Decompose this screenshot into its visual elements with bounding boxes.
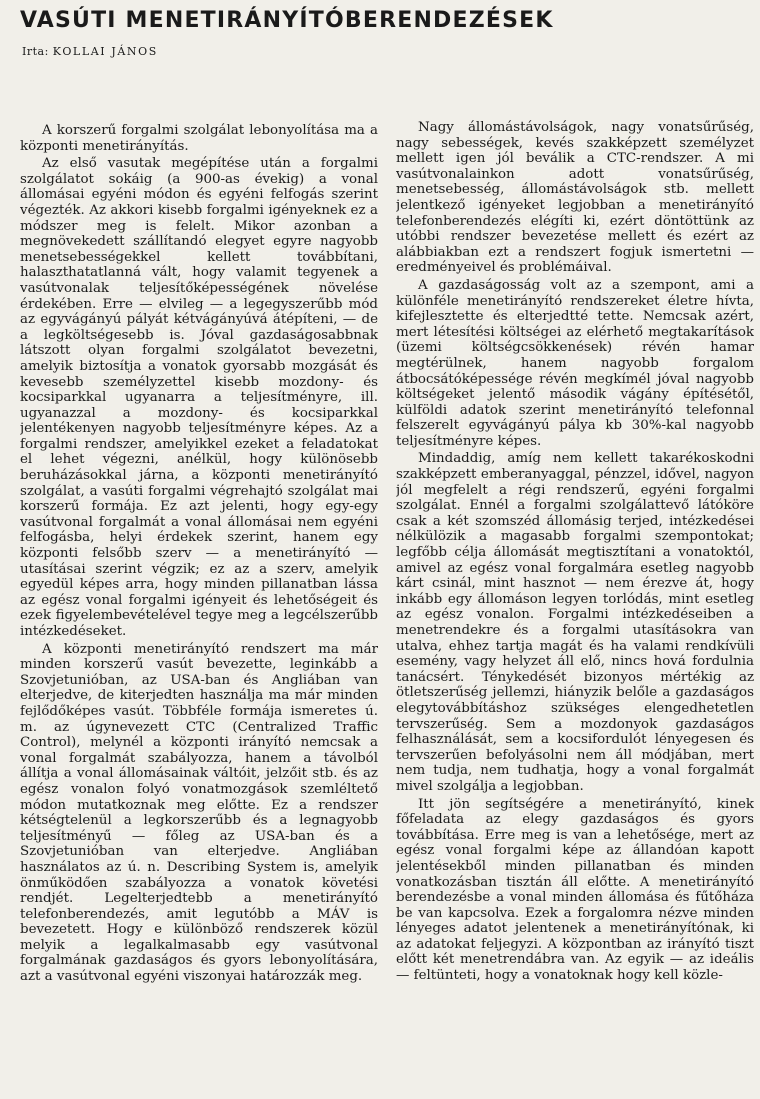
byline-prefix: Irta: [22,45,49,58]
paragraph: Nagy állomástávolságok, nagy vonatsűrűség, nagy sebességek, kevés szakképzett személyzet mellett igen jól beválik a CTC-rendszer. A mi vasútvonalainkon adott vonatsűrűség, menetsebesség, állomástávolságok stb. mellett jelentkező igényeket legjobban a menetirányító telefonberendezés elégíti ki, ezért döntöttünk az utóbbi rendszer bevezetése mellett és ezért az alábbiakban ezt a rendszert fogjuk ismertetni — eredményeivel és problémáival. [396,120,754,276]
paragraph: A központi menetirányító rendszert ma már minden korszerű vasút bevezette, leginkább a Szovjetunióban, az USA-ban és Angliában van elterjedve, de kiterjedten használja ma már minden fejlődőképes vasút. Többféle formája ismeretes ú. m. az úgynevezett CTC (Centralized Traffic Control), melynél a központi irányító nemcsak a vonal forgalmát szabályozza, hanem a távolból állítja a vonal állomásainak váltóit, jelzőit stb. és az egész vonalon folyó vonatmozgások szemléltető módon mutatkoznak meg előtte. Ez a rendszer kétségtelenül a legkorszerűbb és a legnagyobb teljesítményű — főleg az USA-ban és a Szovjetunióban van elterjedve. Angliában használatos az ú. n. Describing System is, amelyik önműködően szabályozza a vonatok követési rendjét. Legelterjedtebb a menetirányító telefonberendezés, amit legutóbb a MÁV is bevezetett. Hogy e különböző rendszerek közül melyik a legalkalmasabb egy vasútvonal forgalmának gazdaságos és gyors lebonyolítására, azt a vasútvonal egyéni viszonyai határozzák meg. [20,641,378,985]
byline [22,45,158,58]
article-title: VASÚTI MENETIRÁNYÍTÓBERENDEZÉSEK [20,8,554,33]
author-name: KOLLAI JÁNOS [52,45,158,58]
paragraph: A korszerű forgalmi szolgálat lebonyolítása ma a központi menetirányítás. [20,123,378,154]
paragraph: Itt jön segítségére a menetirányító, kinek főfeladata az elegy gazdaságos és gyors továbbítása. Erre meg is van a lehetősége, mert az egész vonal forgalmi képe az állandóan kapott jelentésekből minden pillanatban és minden vonatkozásban tisztán áll előtte. A menetirányító berendezésbe a vonal minden állomása és fűtőháza be van kapcsolva. Ezek a forgalomra nézve minden lényeges adatot jelentenek a menetirányítónak, ki az adatokat feljegyzi. A központban az irányító tiszt előtt két menetrendábra van. Az egyik — az ideális — feltünteti, hogy a vonatoknak hogy kell közle- [396,796,754,984]
paragraph: A gazdaságosság volt az a szempont, ami a különféle menetirányító rendszereket életre hívta, kifejlesztette és elterjedtté tette. Nemcsak azért, mert létesítési költségei az elérhető megtakarítások (üzemi költségcsökkenések) révén hamar megtérülnek, hanem nagyobb forgalom átbocsátóképessége révén megkímél jóval nagyobb költségeket jelentő második vágány építésétől, külföldi adatok szerint menetirányító telefonnal felszerelt egyvágányú pálya kb 30%-kal nagyobb teljesítményre képes. [396,277,754,449]
paragraph: Mindaddig, amíg nem kellett takarékoskodni szakképzett emberanyaggal, pénzzel, idővel, nagyon jól megfelelt a régi rendszerű, egyéni forgalmi szolgálat. Ennél a forgalmi szolgálattevő látóköre csak a két szomszéd állomásig terjed, intézkedései nélkülözik a magasabb forgalmi szempontokat; legfőbb célja állomását megtisztítani a vonatoktól, amivel az egész vonal forgalmára esetleg nagyobb kárt csinál, mint hasznot — nem érezve át, hogy inkább egy állomáson legyen torlódás, mint esetleg az egész vonalon. Forgalmi intézkedéseiben a menetrendekre és a forgalmi utasításokra van utalva, ehhez tartja magát és ha valami rendkívüli esemény, vagy helyzet áll elő, nincs hová fordulnia tanácsért. Ténykedését bizonyos mértékig az ötletszerűség jellemzi, hiányzik belőle a gazdaságos elegytovábbításhoz szükséges elengedhetetlen tervszerűség. Sem a mozdonyok gazdaságos felhasználását, sem a kocsifordulót lényegesen és tervszerűen befolyásolni nem áll módjában, mert nem tudja, nem tudhatja, hogy a vonal forgalmát mivel szolgálja a legjobban. [396,451,754,794]
paragraph: Az első vasutak megépítése után a forgalmi szolgálatot sokáig (a 900-as évekig) a vonal állomásai egyéni módon és egyéni felfogás szerint végezték. Az akkori kisebb forgalmi igényeknek ez a módszer meg is felelt. Mikor azonban a megnövekedett szállítandó elegyet egyre nagyobb menetsebességekkel kellett továbbítani, halaszthatatlanná vált, hogy valamit tegyenek a vasútvonalak teljesítőképességének növelése érdekében. Erre — elvileg — a legegyszerűbb mód az egyvágányú pályát kétvágányúvá átépíteni, — de a legköltségesebb is. Jóval gazdaságosabbnak látszott olyan forgalmi szolgálatot bevezetni, amelyik biztosítja a vonatok gyorsabb mozgását és kevesebb személyzettel kisebb mozdony- és kocsiparkkal ugyanarra a teljesítményre, ill. ugyanazzal a mozdony- és kocsiparkkal jelentékenyen nagyobb teljesítményre képes. Az a forgalmi rendszer, amelyikkel ezeket a feladatokat el lehet végezni, anélkül, hogy különösebb beruházásokkal járna, a központi menetirányító szolgálat, a vasúti forgalmi végrehajtó szolgálat mai korszerű formája. Ez azt jelenti, hogy egy-egy vasútvonal forgalmát a vonal állomásai nem egyéni felfogásba, helyi érdekek szerint, hanem egy központi felsőbb szerv — a menetirányító — utasításai szerint végzik; ez az a szerv, amelyik egyedül képes arra, hogy minden pillanatban lássa az egész vonal forgalmi igényeit és lehetőségeit és ezek figyelembevételével tegye meg a legcélszerűbb intézkedéseket. [20,156,378,639]
left-column [20,120,378,1099]
right-column [396,120,754,1099]
